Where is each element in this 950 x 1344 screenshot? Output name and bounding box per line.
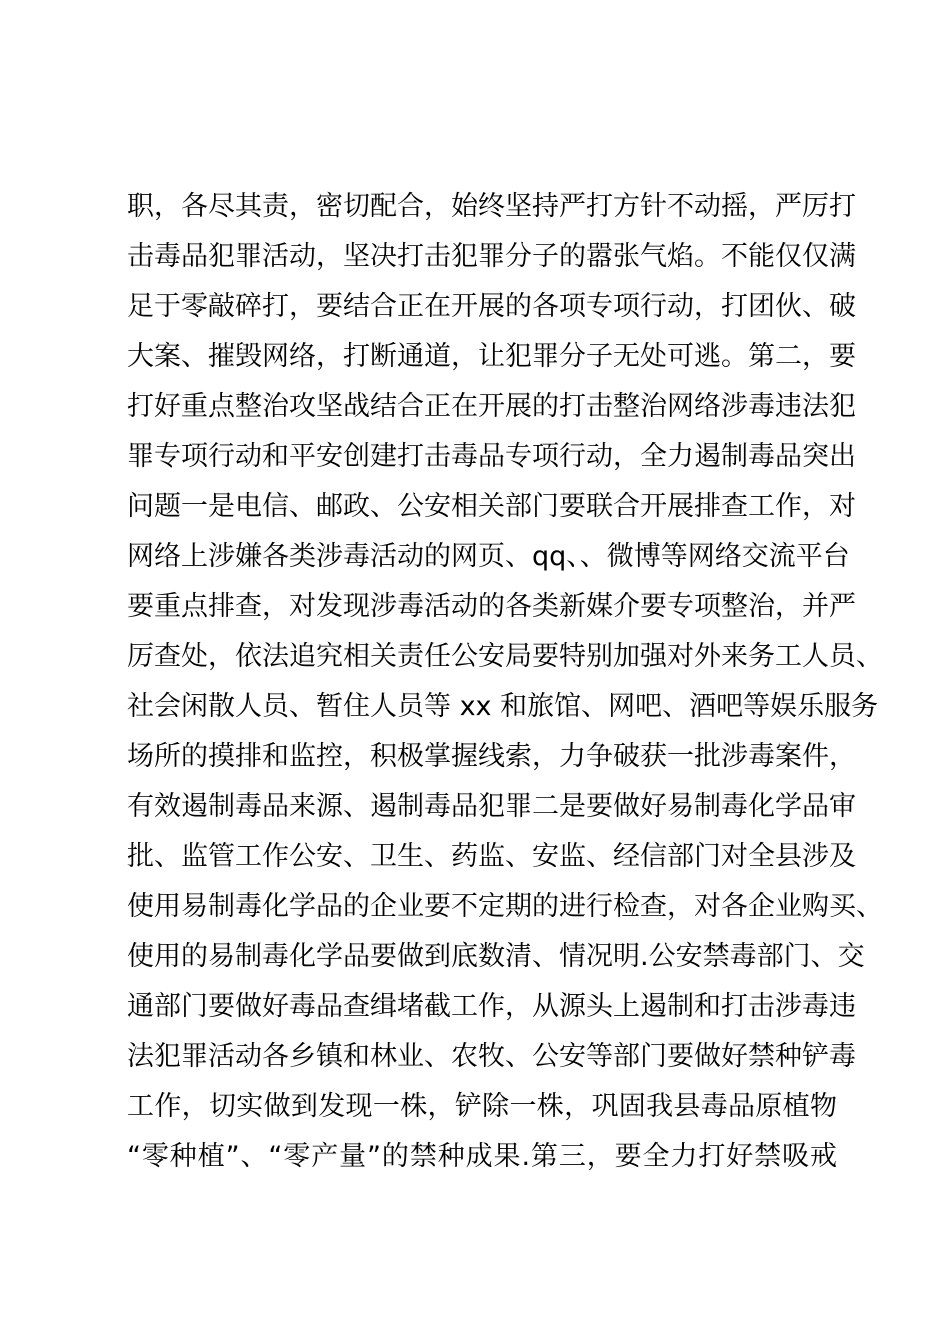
text-line: 职，各尽其责，密切配合，始终坚持严打方针不动摇，严厉打: [127, 191, 856, 222]
text-line: 使用易制毒化学品的企业要不定期的进行检查，对各企业购买、: [127, 891, 883, 922]
text-line: 场所的摸排和监控，积极掌握线索，力争破获一批涉毒案件，: [127, 741, 856, 772]
text-line: 足于零敲碎打，要结合正在开展的各项专项行动，打团伙、破: [127, 291, 856, 322]
text-line: 社会闲散人员、暂住人员等 xx 和旅馆、网吧、酒吧等娱乐服务: [127, 691, 879, 722]
text-line: 罪专项行动和平安创建打击毒品专项行动，全力遏制毒品突出: [127, 441, 856, 472]
text-line: 网络上涉嫌各类涉毒活动的网页、qq、、微博等网络交流平台: [127, 541, 850, 572]
text-line: 问题一是电信、邮政、公安相关部门要联合开展排查工作，对: [127, 491, 856, 522]
text-line: 通部门要做好毒品查缉堵截工作，从源头上遏制和打击涉毒违: [127, 991, 856, 1022]
text-line: 有效遏制毒品来源、遏制毒品犯罪二是要做好易制毒化学品审: [127, 791, 856, 822]
text-line: 厉查处，依法追究相关责任公安局要特别加强对外来务工人员、: [127, 641, 883, 672]
text-line: 打好重点整治攻坚战结合正在开展的打击整治网络涉毒违法犯: [127, 391, 856, 422]
text-line: 法犯罪活动各乡镇和林业、农牧、公安等部门要做好禁种铲毒: [127, 1041, 856, 1072]
text-line: 使用的易制毒化学品要做到底数清、情况明.公安禁毒部门、交: [127, 941, 865, 972]
body-paragraph: [127, 182, 883, 1182]
text-line: 要重点排查，对发现涉毒活动的各类新媒介要专项整治，并严: [127, 591, 856, 622]
text-line: 工作，切实做到发现一株，铲除一株，巩固我县毒品原植物: [127, 1091, 837, 1122]
text-line: 击毒品犯罪活动，坚决打击犯罪分子的嚣张气焰。不能仅仅满: [127, 241, 856, 272]
text-line: “零种植”、“零产量”的禁种成果.第三，要全力打好禁吸戒: [127, 1141, 837, 1172]
text-line: 批、监管工作公安、卫生、药监、安监、经信部门对全县涉及: [127, 841, 856, 872]
text-line: 大案、摧毁网络，打断通道，让犯罪分子无处可逃。第二，要: [127, 341, 856, 372]
